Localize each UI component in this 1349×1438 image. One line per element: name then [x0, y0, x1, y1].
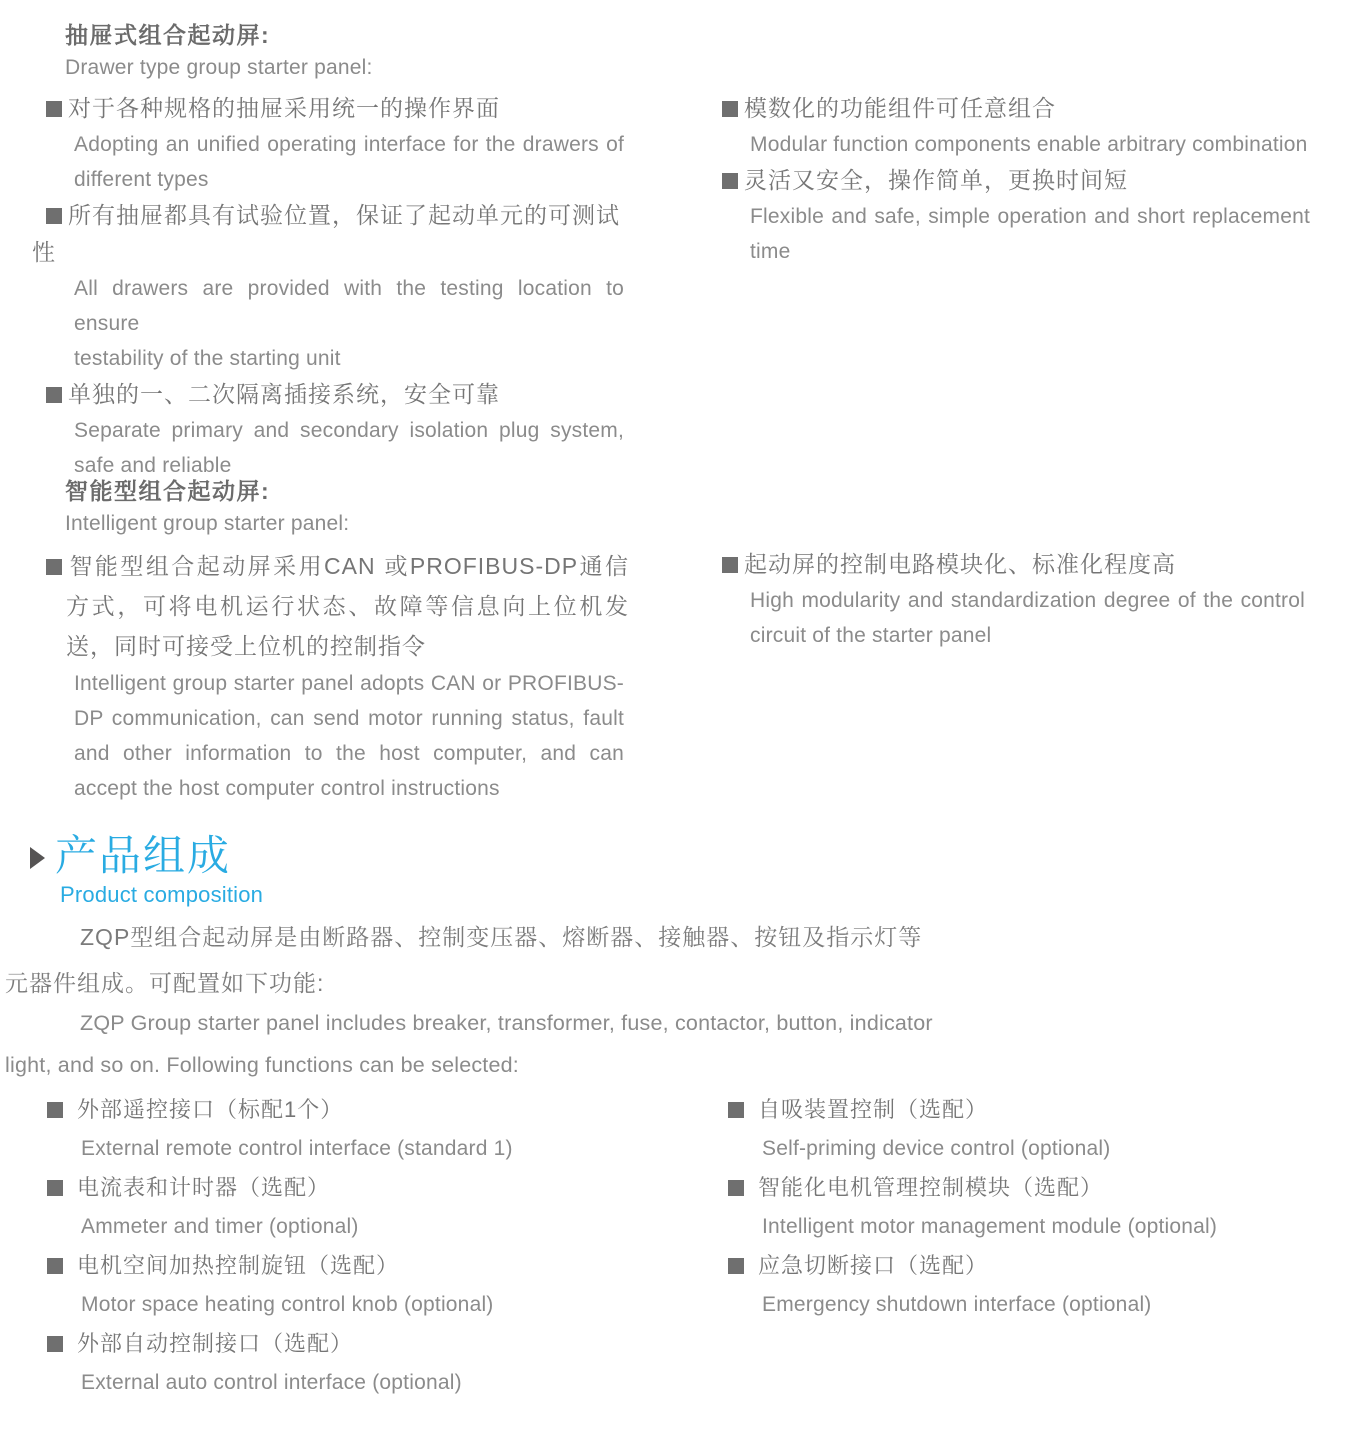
paragraph-line: 元器件组成。可配置如下功能: [5, 970, 325, 996]
option-zh-line: 智能化电机管理控制模块（选配） [758, 1175, 1104, 1200]
option-text-zh [728, 1090, 1328, 1129]
bullet-item [46, 376, 631, 483]
paragraph-line: ZQP Group starter panel includes breaker, transformer, fuse, contactor, button, indicator [80, 1011, 933, 1035]
option-text-en: Self-priming device control (optional) [762, 1137, 1111, 1160]
bullet-text-zh-line: 对于各种规格的抽屉采用统一的操作界面 [68, 95, 500, 121]
en-line: Modular function components enable arbitrary combination [750, 133, 1308, 156]
list-item [728, 1246, 1328, 1324]
list-item [728, 1168, 1328, 1246]
option-zh-line: 电机空间加热控制旋钮（选配） [77, 1253, 400, 1278]
bullet-text-en [750, 127, 1310, 162]
section-heading-en: Intelligent group starter panel: [65, 512, 350, 535]
list-item [47, 1090, 667, 1168]
list-item [47, 1324, 667, 1402]
bullet-square-icon [728, 1258, 744, 1274]
composition-list-left [47, 1090, 667, 1402]
bullet-text-zh [46, 90, 631, 127]
en-line: Separate primary and secondary isolation plug system, [74, 419, 624, 442]
option-text-en: Emergency shutdown interface (optional) [762, 1293, 1152, 1316]
bullet-text-zh [46, 546, 629, 586]
bullet-text-zh [722, 90, 1322, 127]
bullet-text-zh-line: 模数化的功能组件可任意组合 [744, 95, 1056, 121]
option-text-zh [47, 1090, 667, 1129]
en-line: and other information to the host computer, and can [74, 742, 624, 765]
en-line: testability of the starting unit [74, 347, 341, 370]
option-zh-line: 自吸装置控制（选配） [758, 1097, 989, 1122]
option-zh-line: 应急切断接口（选配） [758, 1253, 989, 1278]
option-text-zh [47, 1246, 667, 1285]
bullet-square-icon [46, 387, 62, 403]
bullet-square-icon [728, 1102, 744, 1118]
paragraph-line: ZQP型组合起动屏是由断路器、控制变压器、熔断器、接触器、按钮及指示灯等 [80, 924, 923, 950]
product-title-en: Product composition [60, 882, 264, 907]
option-zh-line: 外部遥控接口（标配1个） [77, 1097, 344, 1122]
en-line: All drawers are provided with the testing location to ensure [74, 277, 624, 335]
product-title-zh: 产品组成 [55, 832, 232, 879]
bullet-item [722, 546, 1322, 653]
option-text-zh [728, 1246, 1328, 1285]
option-text-en: Motor space heating control knob (optional) [81, 1293, 494, 1316]
bullet-text-zh-line: 灵活又安全，操作简单，更换时间短 [744, 167, 1128, 193]
bullet-item [46, 90, 631, 197]
en-line: circuit of the starter panel [750, 624, 992, 647]
product-composition-heading [28, 831, 263, 908]
en-line: safe and reliable [74, 454, 232, 477]
bullet-text-zh [722, 546, 1322, 583]
bullet-text-en [74, 666, 624, 806]
option-text-zh [728, 1168, 1328, 1207]
en-line: different types [74, 168, 209, 191]
bullet-text-en [74, 271, 624, 376]
bullet-square-icon [722, 557, 738, 573]
option-text-zh [47, 1168, 667, 1207]
option-zh-line: 外部自动控制接口（选配） [77, 1331, 354, 1356]
bullet-square-icon [46, 559, 62, 575]
composition-paragraph-zh [5, 914, 995, 1006]
section-heading-zh: 抽屉式组合起动屏: [65, 22, 271, 48]
bullet-square-icon [47, 1258, 63, 1274]
bullet-square-icon [47, 1102, 63, 1118]
bullet-text-zh-line: 智能型组合起动屏采用CAN 或PROFIBUS-DP通信 [68, 553, 629, 579]
en-line: accept the host computer control instructions [74, 777, 500, 800]
bullet-square-icon [47, 1336, 63, 1352]
composition-paragraph-en [5, 1002, 965, 1086]
bullet-text-zh [722, 162, 1322, 199]
section-heading-zh: 智能型组合起动屏: [65, 478, 271, 504]
section-intelligent-right-column [722, 546, 1322, 653]
bullet-square-icon [722, 173, 738, 189]
option-text-en: Ammeter and timer (optional) [81, 1215, 359, 1238]
option-text-en: Intelligent motor management module (optional) [762, 1215, 1218, 1238]
bullet-text-zh [46, 197, 631, 234]
bullet-text-en [750, 583, 1305, 653]
section-drawer-right-column [722, 90, 1322, 269]
bullet-text-zh-line: 所有抽屉都具有试验位置，保证了起动单元的可测试 [68, 202, 620, 228]
option-text-zh [47, 1324, 667, 1363]
bullet-item [722, 162, 1322, 269]
en-line: Flexible and safe, simple operation and short replacement [750, 205, 1310, 228]
en-line: time [750, 240, 791, 263]
bullet-text-zh [46, 376, 631, 413]
bullet-text-en [750, 199, 1310, 269]
list-item [47, 1168, 667, 1246]
en-line: DP communication, can send motor running status, fault [74, 707, 624, 730]
section-intelligent-heading [65, 474, 349, 538]
bullet-text-en [74, 127, 624, 197]
bullet-text-en [74, 413, 624, 483]
section-drawer-left-column [32, 90, 631, 483]
composition-list-right [728, 1090, 1328, 1324]
option-text-en: External remote control interface (standard 1) [81, 1137, 513, 1160]
bullet-text-zh-line: 单独的一、二次隔离插接系统，安全可靠 [68, 381, 500, 407]
section-drawer-heading [65, 18, 373, 82]
bullet-item [46, 546, 629, 806]
option-text-en: External auto control interface (optional) [81, 1371, 462, 1394]
section-arrow-icon [30, 847, 45, 869]
en-line: Intelligent group starter panel adopts CAN or PROFIBUS- [74, 672, 624, 695]
bullet-square-icon [47, 1180, 63, 1196]
list-item [47, 1246, 667, 1324]
bullet-square-icon [46, 101, 62, 117]
bullet-text-zh-line: 起动屏的控制电路模块化、标准化程度高 [744, 551, 1176, 577]
bullet-text-zh-line: 性 [32, 239, 56, 265]
bullet-item [722, 90, 1322, 162]
bullet-square-icon [728, 1180, 744, 1196]
list-item [728, 1090, 1328, 1168]
option-zh-line: 电流表和计时器（选配） [77, 1175, 331, 1200]
bullet-item [32, 197, 631, 376]
bullet-text-zh-line: 送，同时可接受上位机的控制指令 [66, 633, 426, 659]
section-heading-en: Drawer type group starter panel: [65, 56, 373, 79]
bullet-square-icon [722, 101, 738, 117]
en-line: Adopting an unified operating interface for the drawers of [74, 133, 624, 156]
section-intelligent-left-column [46, 546, 629, 806]
bullet-text-zh-line: 方式，可将电机运行状态、故障等信息向上位机发 [66, 593, 629, 619]
bullet-square-icon [46, 208, 62, 224]
paragraph-line: light, and so on. Following functions can be selected: [5, 1053, 519, 1077]
en-line: High modularity and standardization degree of the control [750, 589, 1305, 612]
